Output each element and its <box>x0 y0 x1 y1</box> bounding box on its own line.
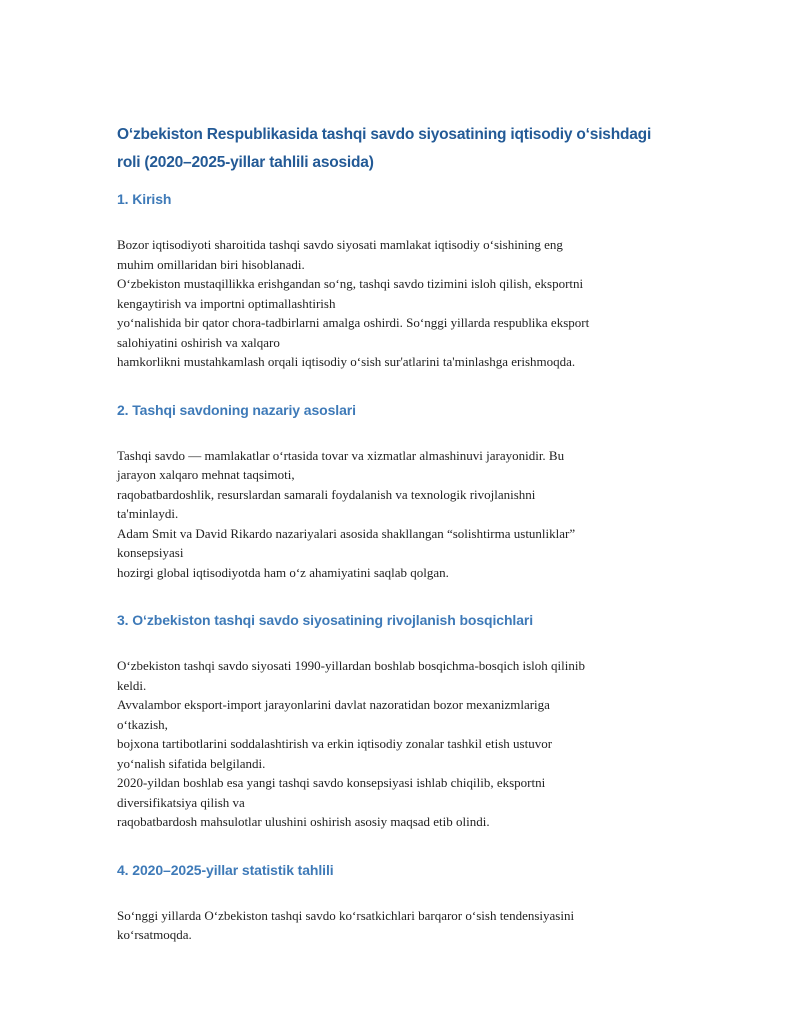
section-paragraph <box>117 235 683 372</box>
paragraph-line: salohiyatini oshirish va xalqaro <box>117 334 280 350</box>
paragraph-line: Oʻzbekiston tashqi savdo siyosati 1990-yillardan boshlab bosqichma-bosqich isloh qilinib <box>117 658 585 673</box>
paragraph-line: jarayon xalqaro mehnat taqsimoti, <box>117 467 295 482</box>
paragraph-line: hamkorlikni mustahkamlash orqali iqtisodiy oʻsish sur'atlarini ta'minlashga erishmoqda. <box>117 354 576 369</box>
paragraph-line: konsepsiyasi <box>117 545 184 560</box>
document-title-line: Oʻzbekiston Respublikasida tashqi savdo siyosatining iqtisodiy oʻsishdagi <box>117 126 652 143</box>
section-paragraph <box>117 656 683 832</box>
paragraph-line: raqobatbardosh mahsulotlar ulushini oshirish asosiy maqsad etib olindi. <box>117 814 490 829</box>
paragraph-line: Oʻzbekiston mustaqillikka erishgandan soʻng, tashqi savdo tizimini isloh qilish, eksportni <box>117 276 584 291</box>
paragraph-line: raqobatbardoshlik, resurslardan samarali foydalanish va texnologik rivojlanishni <box>117 486 536 502</box>
paragraph-line: Avvalambor eksport-import jarayonlarini davlat nazoratidan bozor mexanizmlariga <box>117 697 550 712</box>
document-section <box>117 400 683 583</box>
document-sections <box>117 189 683 945</box>
paragraph-line: diversifikatsiya qilish va <box>117 794 245 810</box>
document-content <box>117 0 683 945</box>
paragraph-line: koʻrsatmoqda. <box>117 927 192 942</box>
section-heading: 1. Kirish <box>117 191 172 207</box>
paragraph-line: bojxona tartibotlarini soddalashtirish va erkin iqtisodiy zonalar tashkil etish ustuvor <box>117 736 553 751</box>
paragraph-line: ta'minlaydi. <box>117 506 179 521</box>
section-heading: 4. 2020–2025-yillar statistik tahlili <box>117 861 334 878</box>
paragraph-line: yoʻnalish sifatida belgilandi. <box>117 755 266 771</box>
paragraph-line: Tashqi savdo — mamlakatlar oʻrtasida tovar va xizmatlar almashinuvi jarayonidir. Bu <box>117 447 565 463</box>
document-title-line: roli (2020–2025-yillar tahlili asosida) <box>117 154 374 171</box>
section-paragraph <box>117 906 683 945</box>
section-paragraph <box>117 446 683 583</box>
section-heading: 3. Oʻzbekiston tashqi savdo siyosatining rivojlanish bosqichlari <box>117 612 534 628</box>
document-section <box>117 610 683 832</box>
paragraph-line: yoʻnalishida bir qator chora-tadbirlarni amalga oshirdi. Soʻnggi yillarda respublika eksport <box>117 315 590 330</box>
paragraph-line: hozirgi global iqtisodiyotda ham oʻz ahamiyatini saqlab qolgan. <box>117 564 449 580</box>
paragraph-line: oʻtkazish, <box>117 716 168 732</box>
paragraph-line: Soʻnggi yillarda Oʻzbekiston tashqi savdo koʻrsatkichlari barqaror oʻsish tendensiyasini <box>117 907 575 923</box>
paragraph-line: 2020-yildan boshlab esa yangi tashqi savdo konsepsiyasi ishlab chiqilib, eksportni <box>117 775 546 790</box>
document-section <box>117 189 683 372</box>
paragraph-line: Adam Smit va David Rikardo nazariyalari asosida shakllangan “solishtirma ustunliklar” <box>117 525 576 541</box>
paragraph-line: Bozor iqtisodiyoti sharoitida tashqi savdo siyosati mamlakat iqtisodiy oʻsishining eng <box>117 237 563 252</box>
document-title <box>117 121 683 177</box>
document-section <box>117 860 683 945</box>
section-heading: 2. Tashqi savdoning nazariy asoslari <box>117 401 356 418</box>
paragraph-line: kengaytirish va importni optimallashtirish <box>117 295 336 311</box>
paragraph-line: keldi. <box>117 677 147 693</box>
paragraph-line: muhim omillaridan biri hisoblanadi. <box>117 256 305 272</box>
